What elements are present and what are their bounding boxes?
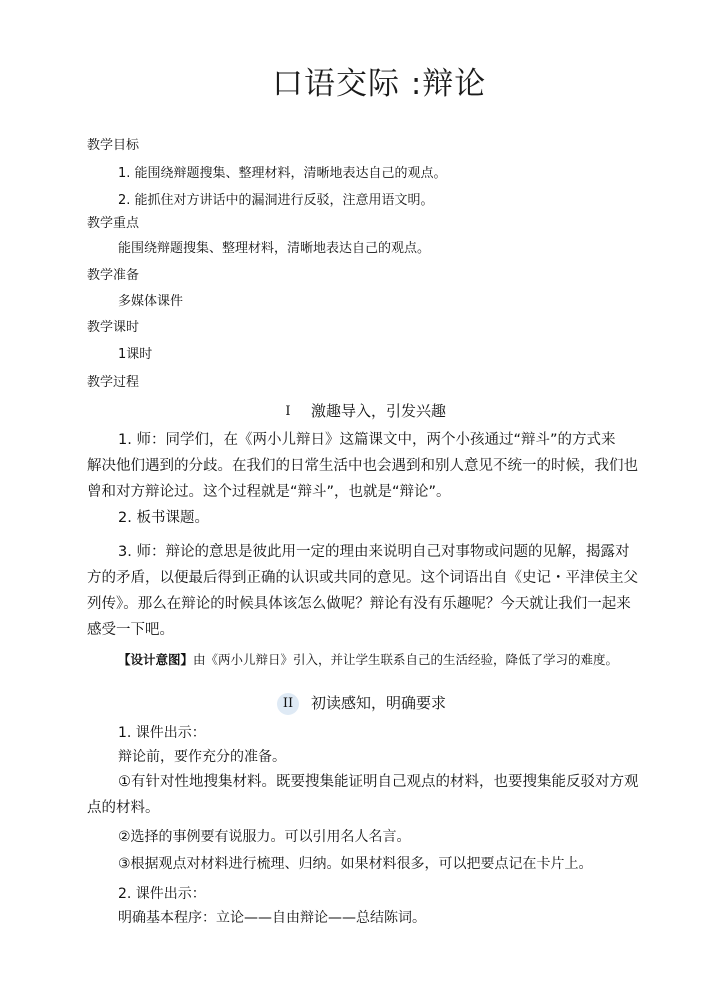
text-line: 3. 师：辩论的意思是彼此用一定的理由来说明自己对事物或问题的见解，揭露对: [118, 544, 630, 560]
preparation-text: 多媒体课件: [118, 294, 184, 309]
keypoints-label: 教学重点: [87, 216, 140, 231]
text-line: 方的矛盾，以便最后得到正确的认识或共同的意见。这个词语出自《史记・平津侯主父: [87, 570, 638, 586]
hours-text: 1课时: [118, 347, 153, 362]
objective-item: 1. 能围绕辩题搜集、整理材料，清晰地表达自己的观点。: [118, 166, 447, 181]
objectives-label: 教学目标: [87, 138, 140, 153]
text-line: 解决他们遇到的分歧。在我们的日常生活中也会遇到和别人意见不统一的时候，我们也: [87, 458, 638, 474]
keypoints-text: 能围绕辩题搜集、整理材料，清晰地表达自己的观点。: [118, 241, 431, 256]
section1-numeral: I: [285, 403, 291, 419]
design-intent-text: 由《两小儿辩日》引入，并让学生联系自己的生活经验，降低了学习的难度。: [193, 652, 619, 667]
text-line: 点的材料。: [87, 800, 160, 816]
hours-label: 教学课时: [87, 320, 140, 335]
process-label: 教学过程: [87, 375, 140, 390]
section2-item1-label: 1. 课件出示：: [118, 725, 206, 741]
section2-heading: [277, 692, 446, 715]
section2-point-1: [87, 769, 639, 821]
section1-paragraph-1: [87, 427, 638, 505]
section1-paragraph-2: 2. 板书课题。: [118, 510, 209, 526]
section2-title: 初读感知，明确要求: [311, 694, 447, 712]
section2-numeral: II: [277, 693, 299, 715]
text-line: 1. 师：同学们，在《两小儿辩日》这篇课文中，两个小孩通过“辩斗”的方式来: [118, 432, 616, 448]
section1-title: 激趣导入，引发兴趣: [311, 402, 447, 420]
section1-heading: [277, 400, 446, 423]
section2-item1-intro: 辩论前，要作充分的准备。: [118, 749, 286, 765]
text-line: 列传》。那么在辩论的时候具体该怎么做呢？辩论有没有乐趣呢？今天就让我们一起来: [87, 596, 631, 612]
text-line: 感受一下吧。: [87, 622, 174, 638]
design-intent: [118, 650, 618, 668]
design-intent-label: 【设计意图】: [118, 652, 194, 667]
text-line: ①有针对性地搜集材料。既要搜集能证明自己观点的材料，也要搜集能反驳对方观: [118, 774, 639, 790]
page-title: 口语交际 :辩论: [272, 66, 487, 102]
section2-item2-text: 明确基本程序：立论——自由辩论——总结陈词。: [118, 910, 426, 926]
section1-paragraph-3: [87, 539, 638, 643]
objective-item: 2. 能抓住对方讲话中的漏洞进行反驳，注意用语文明。: [118, 193, 434, 208]
preparation-label: 教学准备: [87, 268, 140, 283]
section2-item2-label: 2. 课件出示：: [118, 886, 206, 902]
section2-point-2: ②选择的事例要有说服力。可以引用名人名言。: [118, 829, 411, 845]
section2-point-3: ③根据观点对材料进行梳理、归纳。如果材料很多，可以把要点记在卡片上。: [118, 856, 593, 872]
text-line: 曾和对方辩论过。这个过程就是“辩斗”，也就是“辩论”。: [87, 484, 451, 500]
